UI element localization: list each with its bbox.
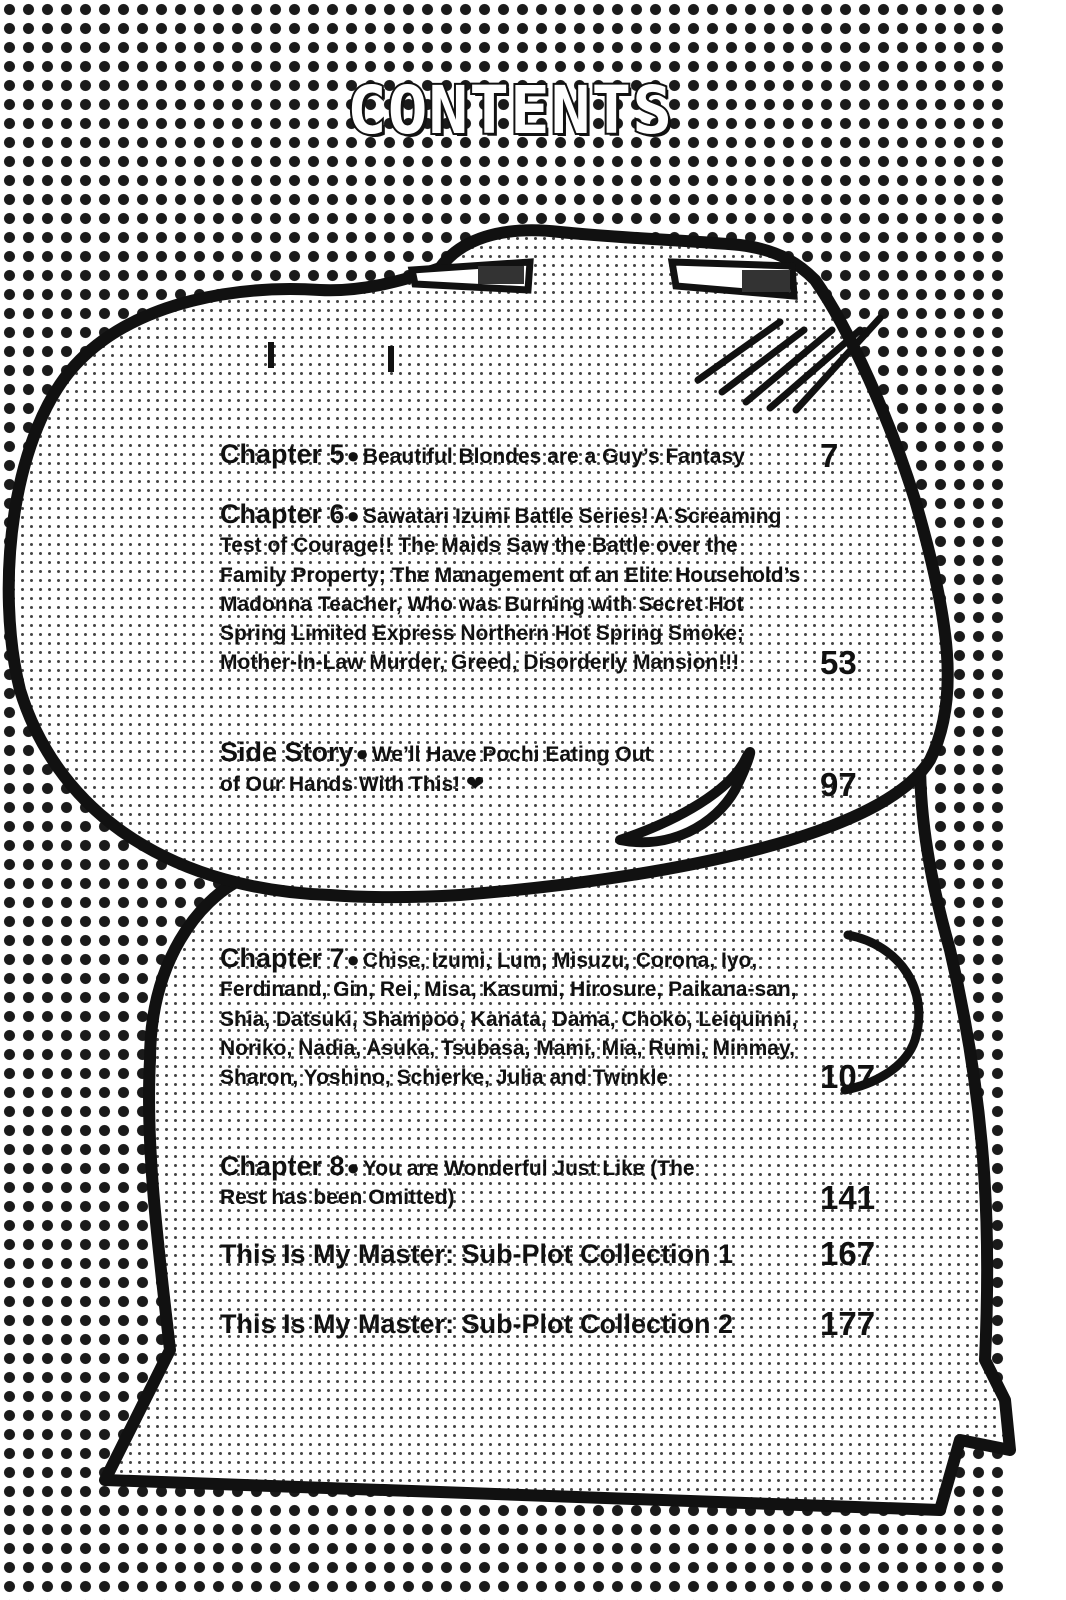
- toc-entry-side-story[interactable]: [220, 737, 900, 803]
- toc-entry-title: We’ll Have Pochi Eating Out of Our Hands With This!: [220, 743, 652, 797]
- creature-nostril-right: [388, 346, 394, 372]
- toc-entry-page: 141: [820, 1178, 876, 1216]
- toc-entry-page: 107: [820, 1058, 876, 1096]
- toc-entry-page: 97: [820, 765, 857, 803]
- toc-entry-label: This Is My Master: Sub-Plot Collection 1: [220, 1239, 734, 1269]
- toc-entry-title: Beautiful Blondes are a Guy’s Fantasy: [362, 445, 745, 468]
- toc-entry-page: 7: [820, 437, 839, 475]
- toc-entry-chapter-8[interactable]: [220, 1151, 900, 1216]
- bullet-icon: ●: [346, 947, 360, 972]
- toc-entry-chapter-7[interactable]: [220, 943, 900, 1096]
- toc-entry-title: Chise, Izumi, Lum, Misuzu, Corona, Iyo, Ferdinand, Gin, Rei, Misa, Kasumi, Hirosure, Paikana-san, Shia, Datsuki, Shampoo, Kanata, Dama, Choko, Leiquinni, Noriko, Nadia, Asuka, Tsubasa, Mami, Mia, Rumi, Minmay, Sharon, Yoshino, Schierke, Julia and Twinkle: [220, 949, 798, 1090]
- bullet-icon: ●: [346, 1155, 360, 1180]
- toc-entry-chapter-6[interactable]: [220, 499, 900, 681]
- bullet-icon: ●: [355, 741, 369, 766]
- toc-entry-sub-plot-1[interactable]: [220, 1235, 900, 1273]
- toc-entry-label: This Is My Master: Sub-Plot Collection 2: [220, 1309, 734, 1339]
- toc-entry-label: Chapter 5: [220, 439, 345, 469]
- toc-entry-label: Chapter 7: [220, 943, 345, 973]
- page-title: CONTENTS: [347, 72, 673, 149]
- bullet-icon: ●: [346, 443, 360, 468]
- heart-icon: ❤: [465, 771, 485, 797]
- toc-entry-page: 167: [820, 1235, 876, 1273]
- creature-nostril-left: [268, 342, 274, 368]
- bullet-icon: ●: [346, 503, 360, 528]
- toc-entry-title: Sawatari Izumi Battle Series! A Screaming Test of Courage!! The Maids Saw the Battle over the Family Property; The Management of an Elite Household’s Madonna Teacher, Who was Burning with Secret Hot Spring Limited Express Northern Hot Spring Smoke; Mother-In-Law Murder, Greed, Disorderly Mansion!!!: [220, 505, 801, 675]
- toc-entry-page: 177: [820, 1305, 876, 1343]
- toc-entry-label: Chapter 6: [220, 499, 345, 529]
- toc-entry-page: 53: [820, 643, 857, 681]
- toc-entry-label: Chapter 8: [220, 1151, 345, 1181]
- toc-entry-title: You are Wonderful Just Like (The Rest has been Omitted): [220, 1157, 695, 1210]
- toc-entry-label: Side Story: [220, 737, 354, 767]
- toc-entry-chapter-5[interactable]: [220, 437, 900, 475]
- toc-entry-sub-plot-2[interactable]: [220, 1305, 900, 1343]
